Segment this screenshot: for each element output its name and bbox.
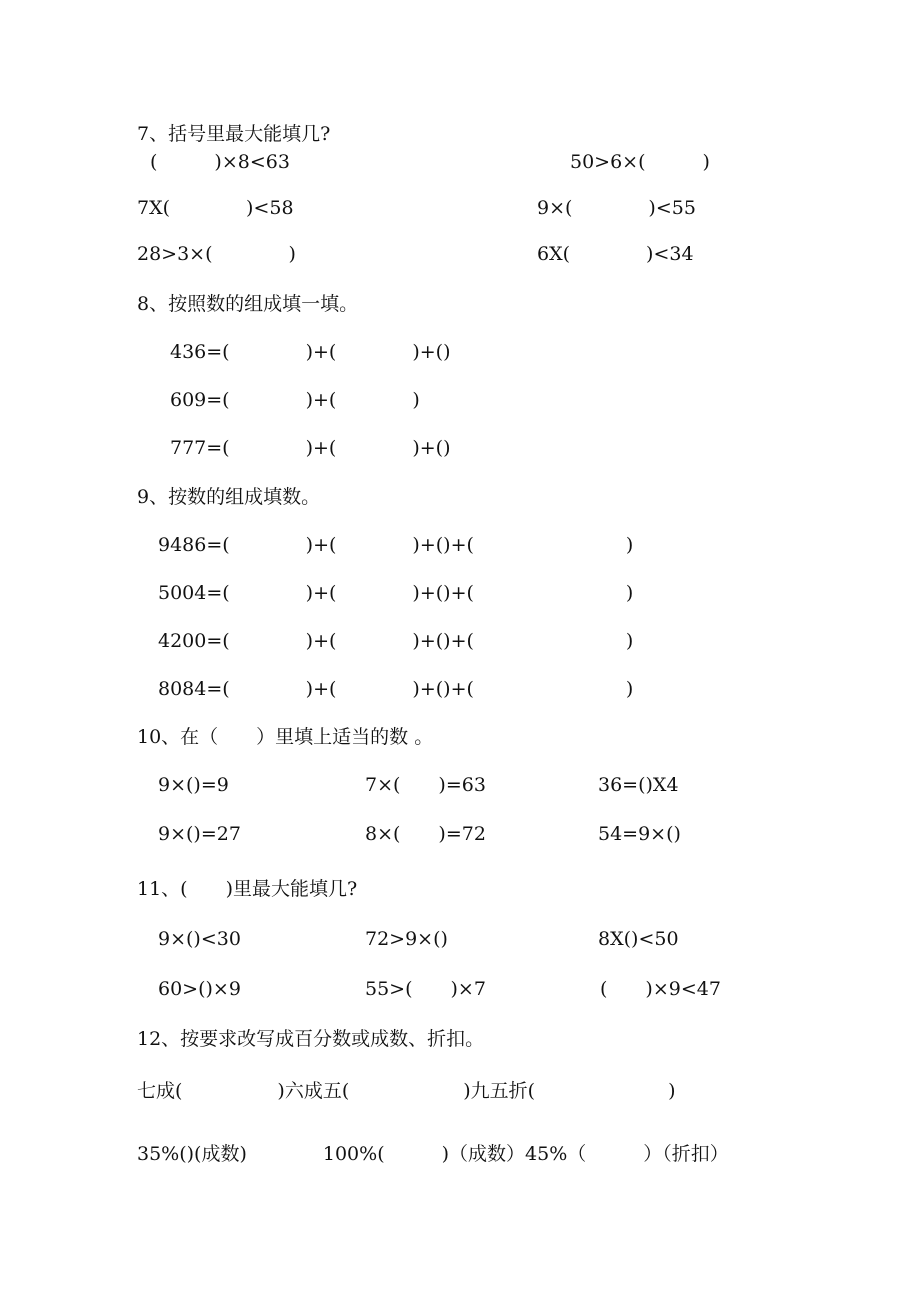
q10-item-2: 7×( )=63	[365, 774, 486, 796]
q12-row-2: 35%()(成数) 100%( )（成数）45%（ ）（折扣）	[137, 1143, 729, 1165]
q12-title: 12、按要求改写成百分数或成数、折扣。	[137, 1028, 485, 1050]
q7-item-4: 9×( )<55	[537, 197, 696, 219]
q8-item-1: 436=( )+( )+()	[170, 341, 451, 363]
q9-item-4: 8084=( )+( )+()+( )	[158, 678, 634, 700]
q9-title: 9、按数的组成填数。	[137, 486, 321, 508]
q11-title: 11、( )里最大能填几?	[137, 878, 358, 900]
q11-item-4: 60>()×9	[158, 978, 241, 1000]
q10-title: 10、在（ ）里填上适当的数 。	[137, 726, 434, 748]
q12-row-1: 七成( )六成五( )九五折( )	[137, 1080, 676, 1102]
q11-item-6: ( )×9<47	[600, 978, 721, 1000]
q9-item-2: 5004=( )+( )+()+( )	[158, 582, 634, 604]
q7-title: 7、括号里最大能填几?	[137, 123, 331, 145]
q10-item-3: 36=()X4	[598, 774, 679, 796]
q11-item-5: 55>( )×7	[365, 978, 486, 1000]
q7-item-1: ( )×8<63	[150, 151, 290, 173]
q11-item-1: 9×()<30	[158, 928, 241, 950]
q7-item-3: 7X( )<58	[137, 197, 294, 219]
q11-item-3: 8X()<50	[598, 928, 679, 950]
q8-title: 8、按照数的组成填一填。	[137, 293, 359, 315]
q9-item-3: 4200=( )+( )+()+( )	[158, 630, 634, 652]
q7-item-5: 28>3×( )	[137, 243, 296, 265]
q10-item-6: 54=9×()	[598, 823, 681, 845]
q10-item-5: 8×( )=72	[365, 823, 486, 845]
q11-item-2: 72>9×()	[365, 928, 448, 950]
q8-item-3: 777=( )+( )+()	[170, 437, 451, 459]
q7-item-6: 6X( )<34	[537, 243, 694, 265]
q7-item-2: 50>6×( )	[570, 151, 710, 173]
q10-item-1: 9×()=9	[158, 774, 229, 796]
q8-item-2: 609=( )+( )	[170, 389, 420, 411]
q9-item-1: 9486=( )+( )+()+( )	[158, 534, 634, 556]
q10-item-4: 9×()=27	[158, 823, 241, 845]
